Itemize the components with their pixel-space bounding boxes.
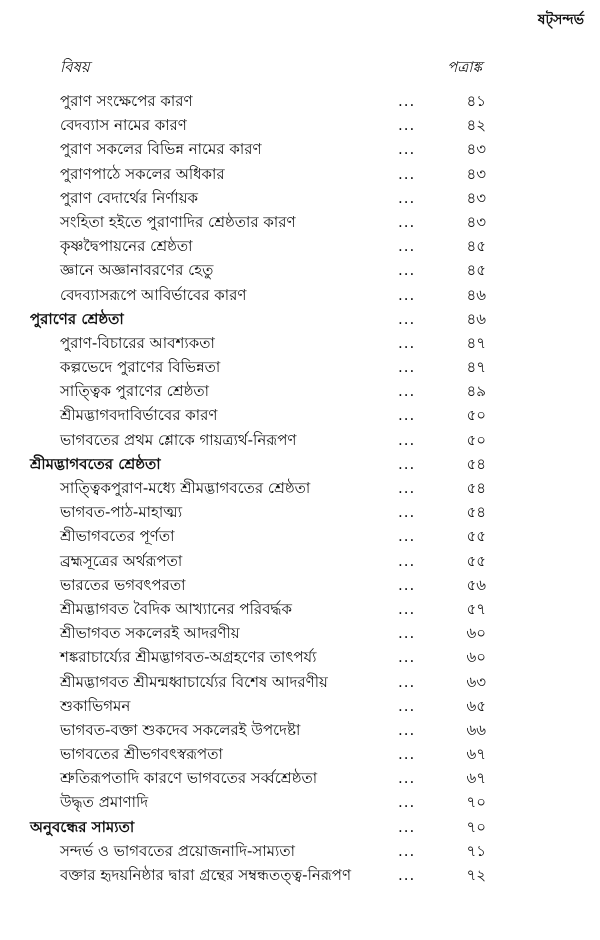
toc-entry-title: সন্দর্ভ ও ভাগবতের প্রয়োজনাদি-সাম্যতা [60,841,295,860]
toc-entry-page-number: ৪৬ [466,285,486,304]
toc-entry-title: ভাগবত-বক্তা শুকদেব সকলেরই উপদেষ্টা [60,720,301,739]
toc-entry-leader: ... [398,793,416,812]
toc-entry-page-number: ৫৪ [466,503,486,522]
column-heading-subject: বিষয় [60,58,90,76]
toc-entry [0,355,600,379]
toc-entry-page-number: ৬৫ [466,696,486,715]
toc-entry-leader: ... [398,261,416,280]
column-heading-page: পত্রাঙ্ক [447,58,482,76]
toc-entry-leader: ... [398,454,416,473]
toc-entry [0,137,600,161]
toc-entry-page-number: ৬৭ [466,745,486,764]
toc-section-heading [0,452,600,476]
toc-entry-page-number: ৫৬ [466,575,486,594]
toc-entry-title: জ্ঞানে অজ্ঞানাবরণের হেতু [60,261,214,280]
toc-entry [0,524,600,548]
toc-entry-title: বক্তার হৃদয়নিষ্ঠার দ্বারা গ্রন্থের সম্বন্ধতত্ত্ব-নিরূপণ [60,866,352,884]
toc-section-heading [0,815,600,839]
toc-entry [0,621,600,645]
toc-entry-leader: ... [398,406,416,425]
toc-entry-leader: ... [398,817,416,836]
toc-entry-page-number: ৬৭ [466,769,486,788]
toc-entry-title: পুরাণ সংক্ষেপের কারণ [60,92,193,110]
toc-entry-title: ভাগবতের প্রথম শ্লোকে গায়ত্র্যর্থ-নিরূপণ [60,430,297,449]
toc-entry-title: শ্রীমদ্ভাগবতের শ্রেষ্ঠতা [30,454,161,473]
toc-entry-leader: ... [398,648,416,667]
toc-entry-page-number: ৪৫ [466,237,486,256]
toc-entry [0,742,600,766]
toc-entry [0,766,600,790]
toc-entry-leader: ... [398,575,416,594]
toc-entry-title: ভাগবত-পাঠ-মাহাত্ম্য [60,503,183,522]
toc-entry-title: সাত্ত্বিকপুরাণ-মধ্যে শ্রীমদ্ভাগবতের শ্রেষ্ঠতা [60,479,311,497]
toc-entry-page-number: ৫০ [466,430,486,449]
toc-entry-page-number: ৬০ [466,624,486,643]
toc-entry-leader: ... [398,309,416,328]
toc-entry-title: শ্রীমদ্ভাগবত শ্রীমন্মধ্বাচার্য্যের বিশেষ আদরণীয় [60,672,328,691]
toc-entry-page-number: ৪৬ [466,309,486,328]
toc-entry [0,428,600,452]
toc-entry [0,645,600,669]
toc-entry-page-number: ৪৫ [466,261,486,280]
toc-entry-page-number: ৫৫ [466,551,486,570]
toc-entry [0,331,600,355]
toc-entry-page-number: ৪৯ [466,382,486,401]
toc-entry-page-number: ৪৩ [466,164,486,183]
toc-entry-leader: ... [398,212,416,231]
toc-entry-page-number: ৬০ [466,648,486,667]
toc-entry-leader: ... [398,624,416,643]
toc-entry-title: অনুবন্ধের সাম্যতা [30,817,135,836]
toc-entry-title: শঙ্করাচার্য্যের শ্রীমদ্ভাগবত-অগ্রহণের তাৎপর্য্য [60,648,317,667]
toc-entry [0,379,600,403]
toc-entry-page-number: ৫৪ [466,454,486,473]
toc-entry-title: শ্রীমদ্ভাগবত বৈদিক আখ্যানের পরিবর্দ্ধক [60,599,292,618]
toc-entry-title: পুরাণপাঠে সকলের অধিকার [60,164,225,183]
toc-entry [0,476,600,500]
toc-entry [0,210,600,234]
toc-entry [0,718,600,742]
toc-entry-page-number: ৭১ [466,841,486,860]
toc-entry-title: ভাগবতের শ্রীভগবৎস্বরূপতা [60,745,223,764]
toc-entry-title: শ্রীভাগবতের পূর্ণতা [60,527,175,546]
toc-entry [0,549,600,573]
toc-entry-leader: ... [398,92,416,110]
toc-entry [0,258,600,282]
running-head: ষট্‌সন্দর্ভ [537,12,584,28]
toc-entry-leader: ... [398,696,416,715]
toc-entry-title: বেদব্যাস নামের কারণ [60,116,187,135]
table-of-contents [0,89,600,887]
toc-entry-page-number: ৬৩ [466,672,486,691]
toc-entry-leader: ... [398,430,416,449]
toc-entry-leader: ... [398,745,416,764]
toc-entry-leader: ... [398,237,416,256]
toc-entry [0,283,600,307]
toc-entry-title: ব্রহ্মসূত্রের অর্থরূপতা [60,551,183,570]
toc-entry [0,162,600,186]
toc-entry [0,839,600,863]
toc-entry-leader: ... [398,720,416,739]
toc-entry-page-number: ৫৫ [466,527,486,546]
toc-entry-page-number: ৪৩ [466,212,486,231]
toc-entry-leader: ... [398,358,416,377]
toc-entry-title: শ্রুতিরূপতাদি কারণে ভাগবতের সর্ব্বশ্রেষ্ঠতা [60,769,318,788]
toc-entry-page-number: ৭০ [466,817,486,836]
toc-entry [0,573,600,597]
toc-entry-leader: ... [398,503,416,522]
toc-entry-page-number: ৪২ [466,116,486,135]
toc-entry-leader: ... [398,479,416,497]
toc-entry-page-number: ৪৭ [466,358,486,377]
toc-entry-leader: ... [398,866,416,884]
toc-entry [0,403,600,427]
toc-entry-page-number: ৫০ [466,406,486,425]
toc-entry-title: বেদব্যাসরূপে আবির্ভাবের কারণ [60,285,247,304]
toc-entry [0,597,600,621]
toc-entry-title: পুরাণের শ্রেষ্ঠতা [30,309,124,328]
toc-entry [0,234,600,258]
toc-entry-leader: ... [398,527,416,546]
toc-entry [0,670,600,694]
toc-entry-page-number: ৭২ [466,866,486,884]
toc-entry [0,186,600,210]
toc-entry [0,863,600,887]
toc-entry-page-number: ৪১ [466,92,486,110]
toc-entry-leader: ... [398,188,416,207]
toc-entry-title: সংহিতা হইতে পুরাণাদির শ্রেষ্ঠতার কারণ [60,212,296,231]
toc-entry-page-number: ৬৬ [466,720,486,739]
toc-entry-title: ভারতের ভগবৎপরতা [60,575,186,594]
toc-entry-leader: ... [398,382,416,401]
toc-entry-leader: ... [398,140,416,159]
toc-entry-leader: ... [398,164,416,183]
toc-entry [0,500,600,524]
toc-entry-leader: ... [398,841,416,860]
toc-entry-title: সাত্ত্বিক পুরাণের শ্রেষ্ঠতা [60,382,210,401]
toc-entry-page-number: ৪৩ [466,140,486,159]
toc-entry-title: উদ্ধৃত প্রমাণাদি [60,793,149,812]
toc-entry-title: শুকাভিগমন [60,696,131,715]
toc-entry-title: কল্পভেদে পুরাণের বিভিন্নতা [60,358,221,377]
toc-entry [0,89,600,113]
toc-entry-page-number: ৪৭ [466,333,486,352]
toc-entry-leader: ... [398,285,416,304]
toc-entry-title: শ্রীমদ্ভাগবদাবির্ভাবের কারণ [60,406,218,425]
toc-entry [0,113,600,137]
toc-entry-page-number: ৫৪ [466,479,486,497]
toc-entry-page-number: ৫৭ [466,599,486,618]
toc-entry-title: কৃষ্ণদ্বৈপায়নের শ্রেষ্ঠতা [60,237,193,256]
toc-entry-title: শ্রীভাগবত সকলেরই আদরণীয় [60,624,240,643]
toc-entry-title: পুরাণ সকলের বিভিন্ন নামের কারণ [60,140,262,159]
toc-entry [0,790,600,814]
toc-entry-title: পুরাণ বেদার্থের নির্ণায়ক [60,188,199,207]
toc-entry-leader: ... [398,551,416,570]
toc-entry-leader: ... [398,769,416,788]
toc-entry [0,694,600,718]
toc-entry-page-number: ৪৩ [466,188,486,207]
toc-entry-page-number: ৭০ [466,793,486,812]
toc-entry-leader: ... [398,116,416,135]
toc-entry-title: পুরাণ-বিচারের আবশ্যকতা [60,333,215,352]
toc-entry-leader: ... [398,599,416,618]
toc-section-heading [0,307,600,331]
toc-entry-leader: ... [398,672,416,691]
toc-entry-leader: ... [398,333,416,352]
